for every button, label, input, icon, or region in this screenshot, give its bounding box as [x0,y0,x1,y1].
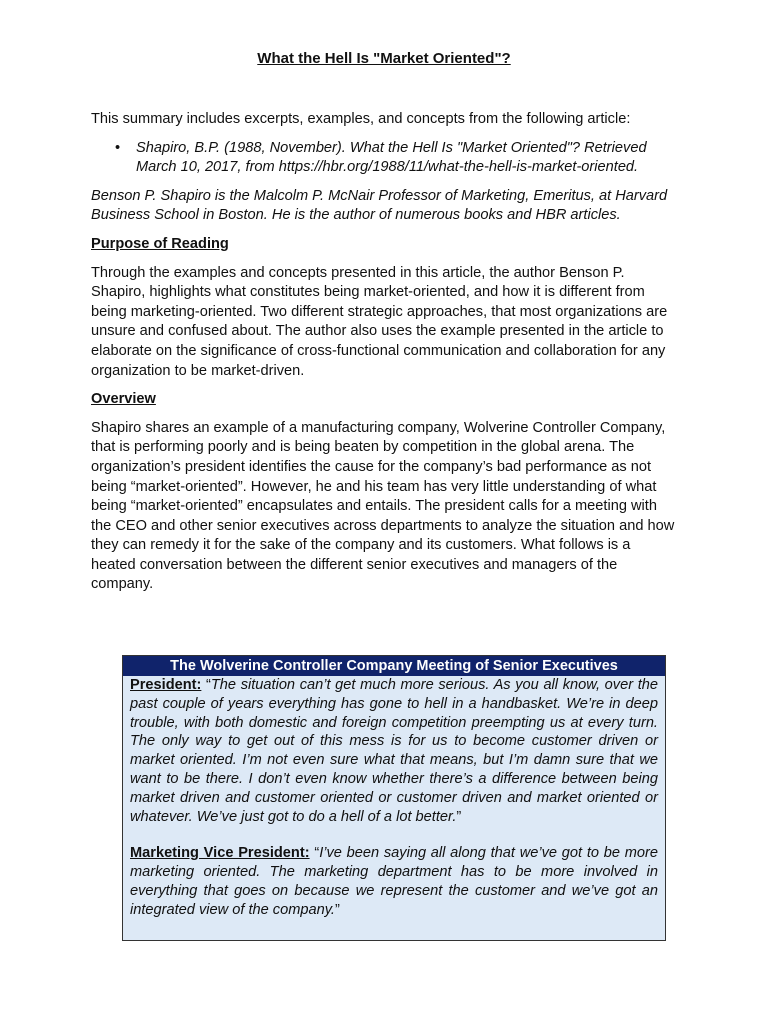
close-quote-mark: ” [456,808,462,825]
overview-text: Shapiro shares an example of a manufacturing company, Wolverine Controller Company, that is performing poorly and is being beaten by competition in the global arena. The organization’s president identifies the cause for the company’s bad performance as not being “market-oriented”. However, he and his team has very little understanding of what being “market-oriented” encapsulates and entails. The president calls for a meeting with the CEO and other senior executives across departments to analyze the situation and how they can remedy it for the sake of the company and its customers. What follows is a heated conversation between the different senior executives and managers of the company. [91,419,675,593]
overview-heading: Overview [91,391,156,408]
close-quote-mark: ” [334,901,340,918]
president-speech [130,676,658,826]
speaker-label: Marketing Vice President: [130,845,310,862]
open-quote-mark: “ [309,845,320,862]
marketing-vp-speech [130,844,658,919]
citation-bullet [91,139,679,178]
meeting-box [122,655,666,941]
intro-text: This summary includes excerpts, examples, and concepts from the following article: [91,111,631,127]
document-content [91,110,679,604]
purpose-heading: Purpose of Reading [91,235,229,252]
meeting-heading: The Wolverine Controller Company Meeting of Senior Executives [123,656,665,676]
meeting-transcript [123,676,665,940]
document-title: What the Hell Is "Market Oriented"? [257,50,511,67]
speech-quote: The situation can’t get much more serious. As you all know, over the past couple of years everything has gone to hell in a handbasket. We’re in deep trouble, with both domestic and foreign competition preempting us at every turn. The only way to get out of this mess is for us to become customer driven or market oriented. I’m not even sure what that means, but I’m damn sure that we want to be there. I don’t even know whether there’s a difference between being market driven and customer oriented or customer driven and market oriented or whatever. We’ve just got to do a hell of a lot better. [130,677,658,825]
speaker-label: President: [130,677,202,693]
author-bio: Benson P. Shapiro is the Malcolm P. McNair Professor of Marketing, Emeritus, at Harvard Business School in Boston. He is the author of numerous books and HBR articles. [91,187,668,224]
bullet-icon: • [115,139,121,156]
open-quote-mark: “ [201,677,211,693]
citation-text: Shapiro, B.P. (1988, November). What the Hell Is "Market Oriented"? Retrieved March 10, 2017, from https://hbr.org/1988/11/what-the-hell-is-market-oriented. [136,139,647,176]
purpose-text: Through the examples and concepts presented in this article, the author Benson P. Shapiro, highlights what constitutes being market-oriented, and how it is different from being marketing-oriented. Two different strategic approaches, that most organizations are unsure and confused about. The author also uses the example presented in the article to elaborate on the significance of cross-functional communication and collaboration for any organization to be market-driven. [91,264,668,379]
speech-quote: I’ve been saying all along that we’ve got to be more marketing oriented. The marketing department has to be more involved in everything that goes on because we represent the customer and we’ve got an integrated view of the company. [130,845,658,918]
